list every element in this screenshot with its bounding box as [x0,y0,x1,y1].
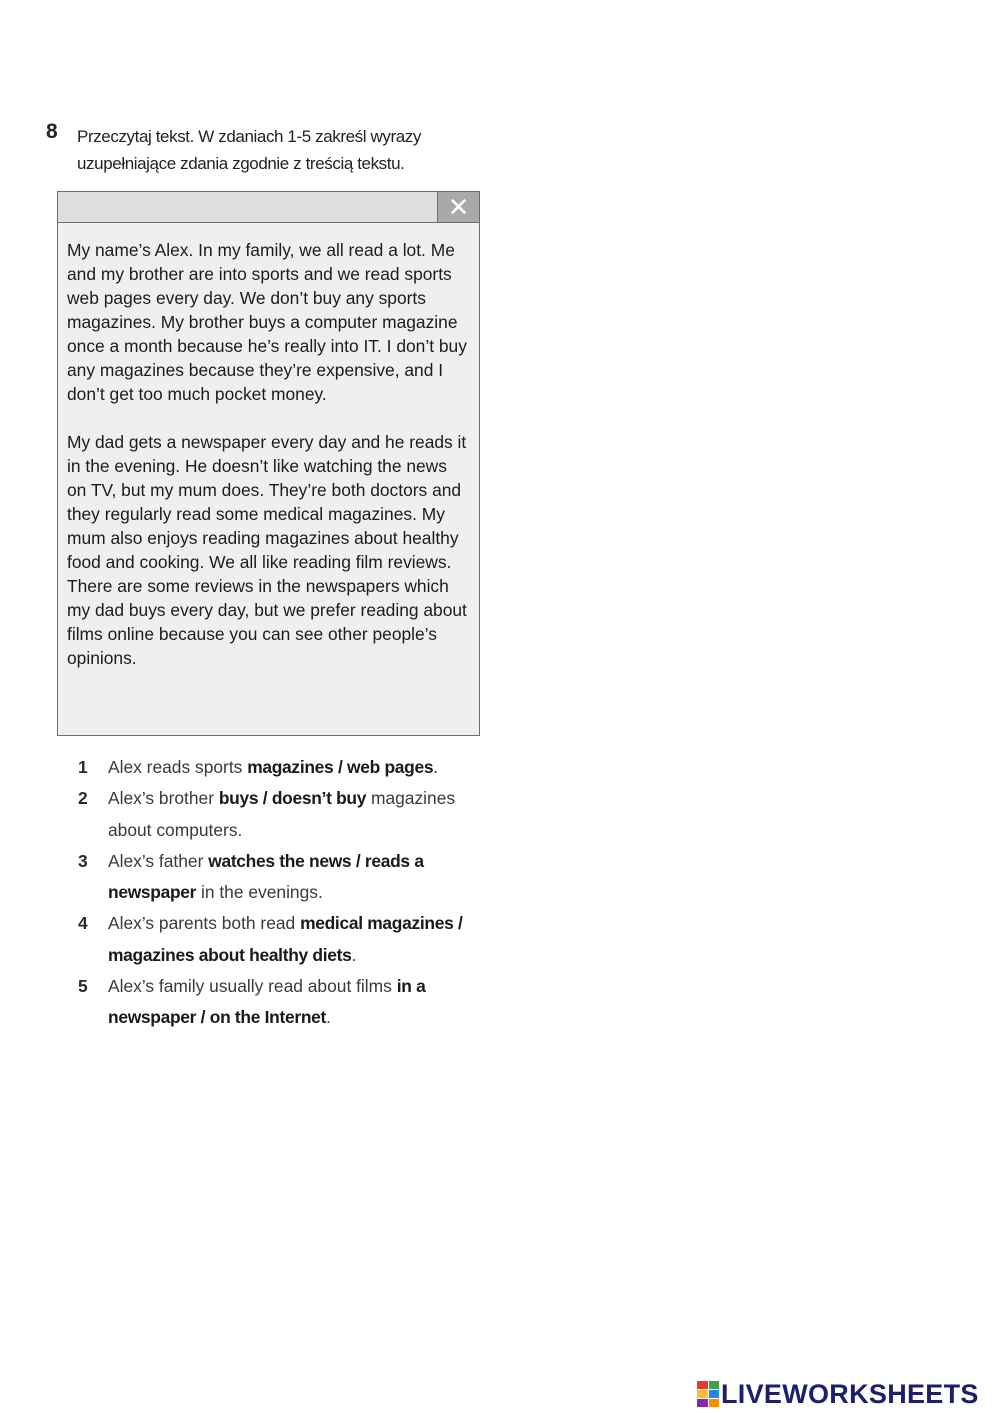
question-text-end: magazines about computers. [108,788,456,840]
task-number: 8 [46,120,58,143]
close-icon[interactable]: ✕ [437,192,479,222]
answer-choice[interactable]: watches the news / reads a newspaper [108,850,424,903]
passage-paragraph: My name’s Alex. In my family, we all read a lot. Me and my brother are into sports and we read sports web pages every day. We don’t buy any sports magazines. My brother buys a computer magazine once a month because he’s really into IT. I don’t buy any magazines because they’re expensive, and I don’t get too much pocket money. [67,240,467,404]
logo-square [697,1390,708,1398]
answer-choice[interactable]: medical magazines / magazines about healthy diets [108,913,463,965]
question-text: Alex reads sports [108,757,248,777]
question-text: Alex’s brother [108,788,219,809]
logo-square [709,1381,720,1389]
question-item [78,752,498,783]
reading-text-box [57,191,480,736]
reading-passage [67,238,469,670]
answer-choice[interactable]: buys / doesn’t buy [218,788,367,809]
logo-square [709,1399,720,1407]
question-item [78,971,498,1034]
question-number: 5 [78,976,88,997]
logo-text: LIVEWORKSHEETS [721,1378,979,1409]
question-text-end: . [351,944,357,965]
logo-mark-icon [697,1381,719,1407]
text-box-header [58,192,479,223]
logo-square [697,1399,708,1407]
answer-choice[interactable]: in a newspaper / on the Internet [108,976,426,1028]
question-text-end: . [433,757,439,777]
question-number: 1 [78,757,88,777]
question-text: Alex’s parents both read [108,913,301,934]
task-instruction: Przeczytaj tekst. W zdaniach 1-5 zakreśl wyrazy uzupełniające zdania zgodnie z treścią tekstu. [77,127,421,173]
question-number: 3 [78,850,88,871]
question-item [78,908,498,971]
question-text: Alex’s father [108,850,209,871]
question-list [78,752,498,1034]
passage-paragraph: My dad gets a newspaper every day and he reads it in the evening. He doesn’t like watching the news on TV, but my mum does. They’re both doctors and they regularly read some medical magazines. My mum also enjoys reading magazines about healthy food and cooking. We all like reading film reviews. There are some reviews in the newspapers which my dad buys every day, but we prefer reading about films online because you can see other people’s opinions. [67,432,467,668]
question-text-end: in the evenings. [196,882,323,903]
logo-square [709,1390,720,1398]
answer-choice[interactable]: magazines / web pages [247,757,434,777]
liveworksheets-logo[interactable] [697,1376,979,1412]
question-item [78,846,498,909]
logo-square [697,1381,708,1389]
question-number: 2 [78,788,88,809]
question-number: 4 [78,913,88,934]
question-item [78,783,498,846]
question-text-end: . [326,1007,331,1028]
question-text: Alex’s family usually read about films [108,976,397,997]
